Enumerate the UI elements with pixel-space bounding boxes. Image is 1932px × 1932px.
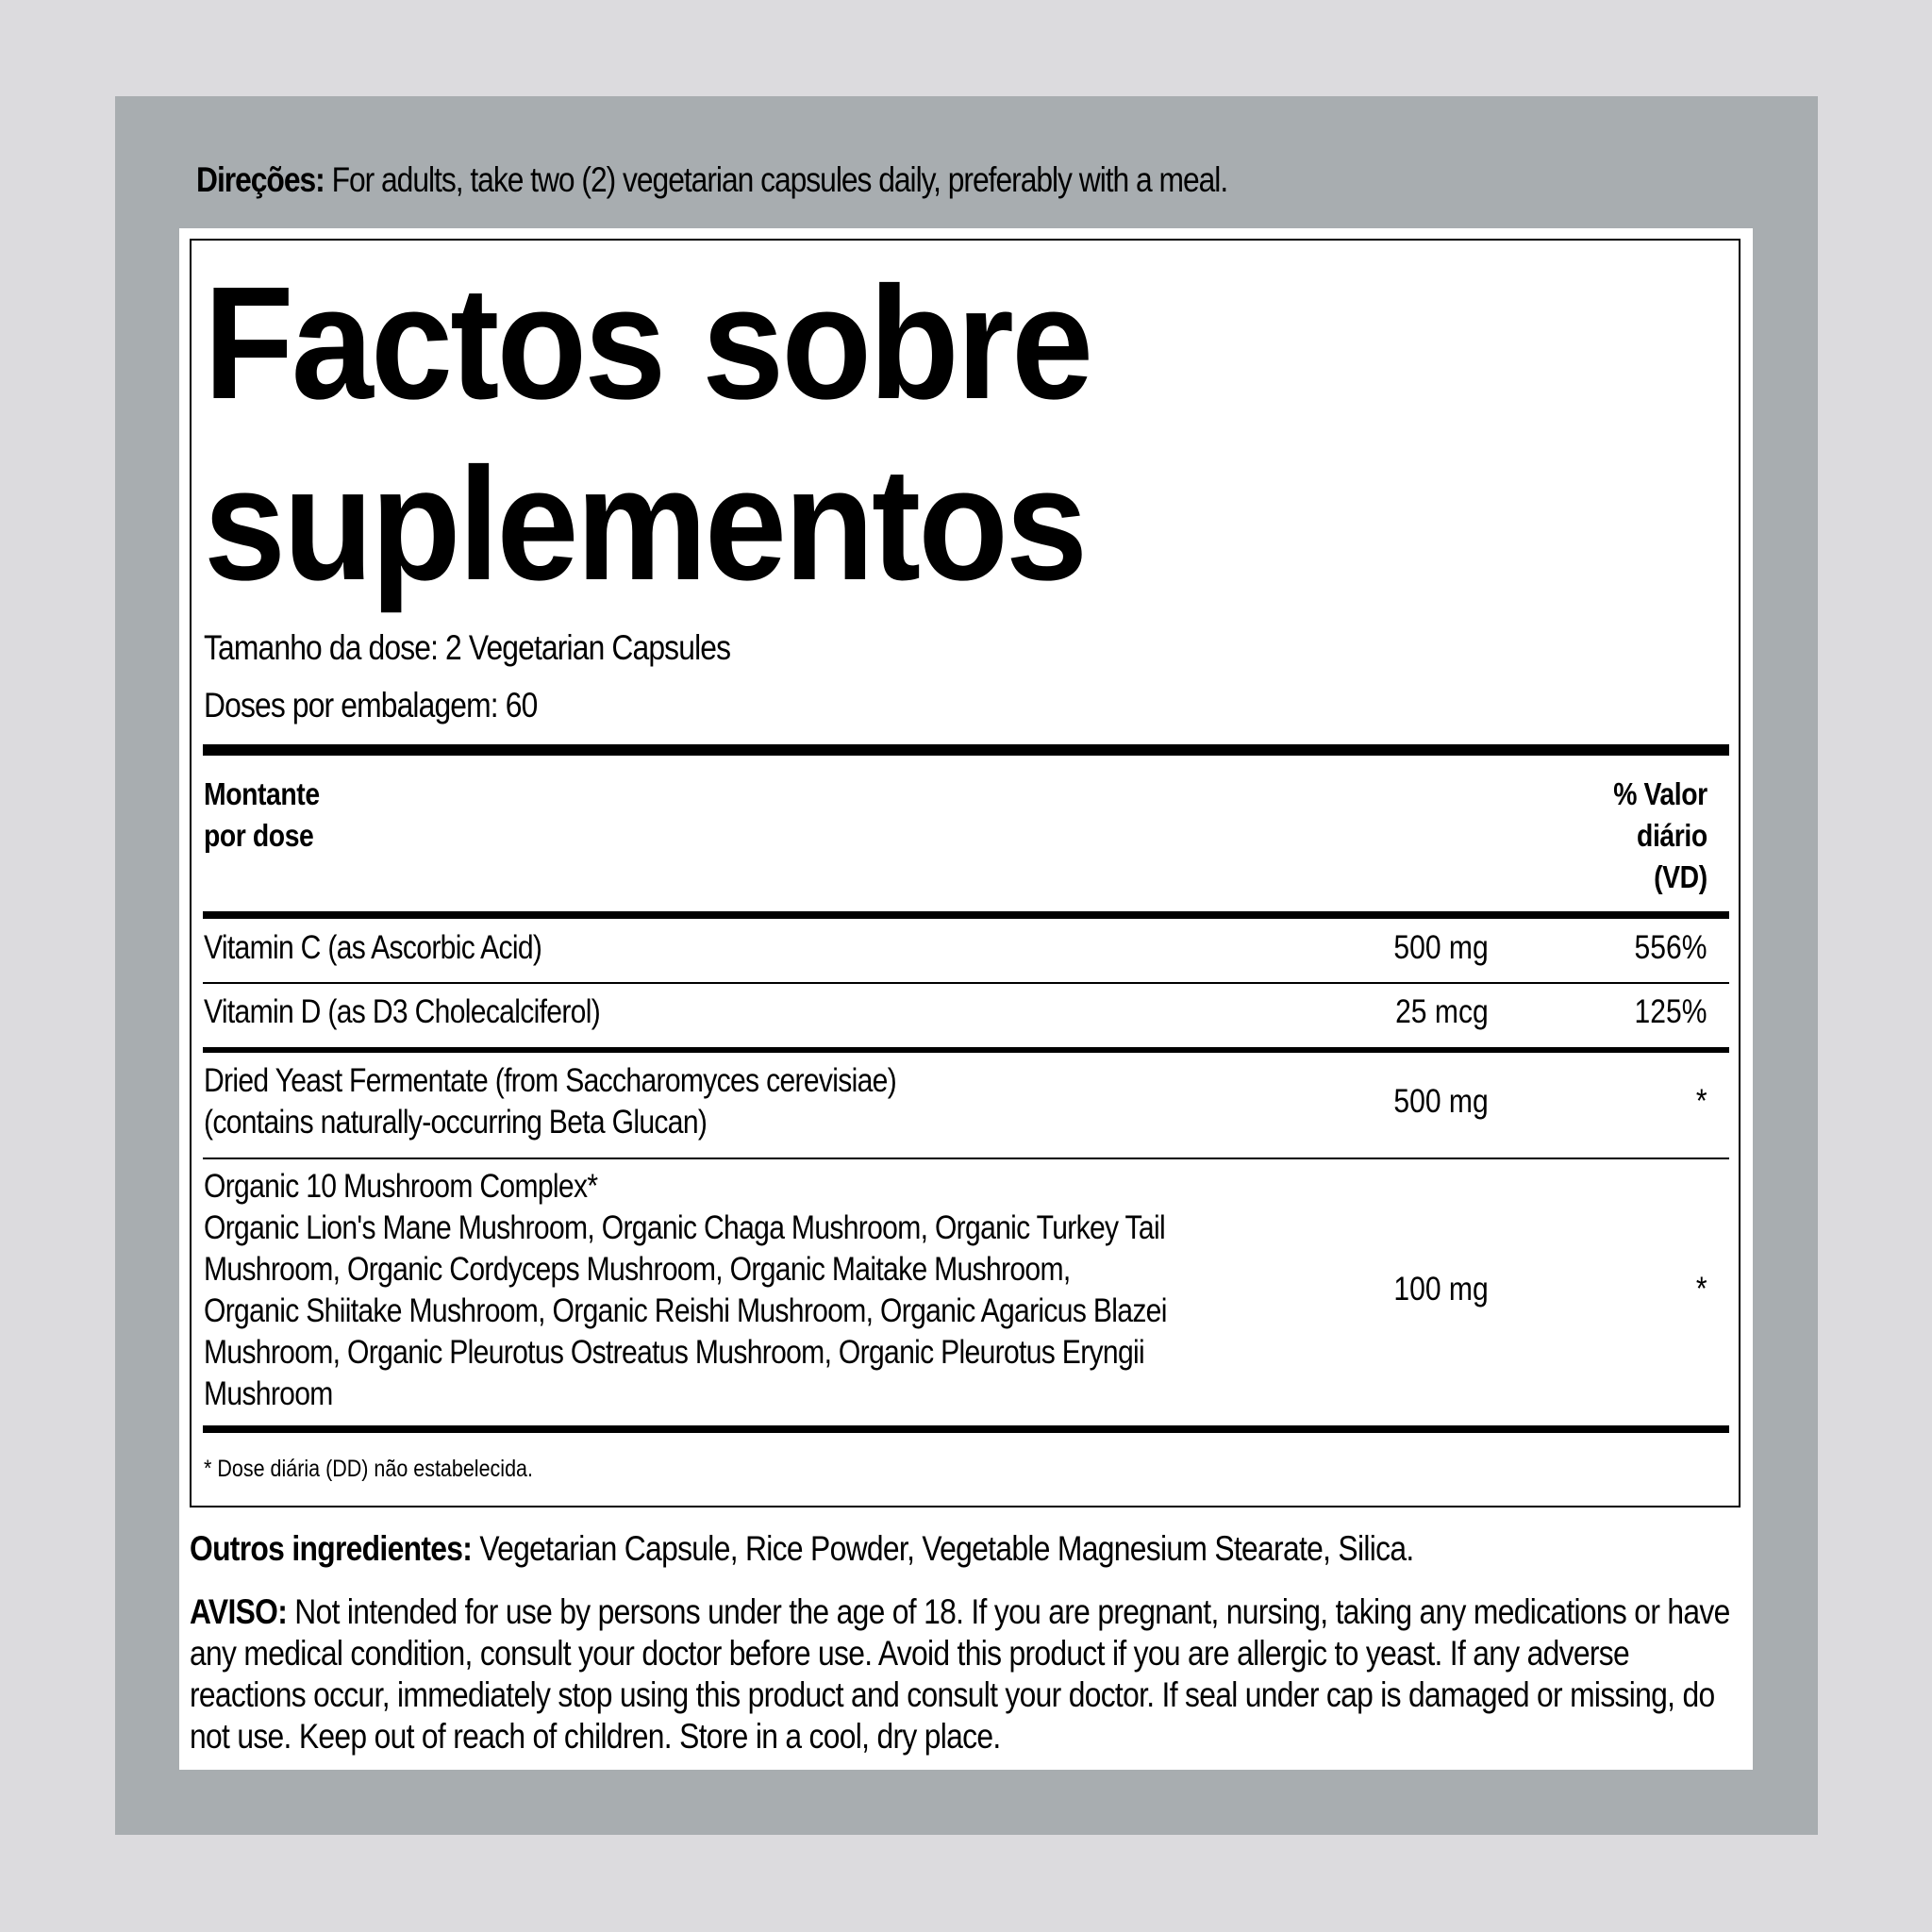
nutrient-name: Vitamin D (as D3 Cholecalciferol) xyxy=(204,993,601,1030)
warning-section xyxy=(190,1591,1772,1757)
daily-value-footnote: * Dose diária (DD) não estabelecida. xyxy=(204,1456,533,1482)
nutrient-name-line: Dried Yeast Fermentate (from Saccharomyces cerevisiae) xyxy=(204,1062,897,1099)
thick-divider xyxy=(203,744,1729,756)
warning-line: not use. Keep out of reach of children. Store in a cool, dry place. xyxy=(190,1717,1001,1756)
nutrient-row-mushroom-complex xyxy=(204,1166,1258,1415)
nutrient-name-line: (contains naturally-occurring Beta Glucan) xyxy=(204,1104,708,1141)
header-dv-line1: % Valor xyxy=(1613,776,1707,811)
row-divider xyxy=(203,982,1729,984)
nutrient-row-vitamin-c xyxy=(204,927,1258,969)
warning-line: Not intended for use by persons under the age of 18. If you are pregnant, nursing, taking any medications or have xyxy=(294,1592,1730,1631)
servings-per-container: Doses por embalagem: 60 xyxy=(204,686,538,724)
header-daily-value xyxy=(1613,774,1707,898)
nutrient-amount: 100 mg xyxy=(1393,1271,1489,1307)
warning-label: AVISO: xyxy=(190,1592,288,1631)
nutrient-daily-value: * xyxy=(1696,1271,1707,1307)
nutrient-amount: 500 mg xyxy=(1393,929,1489,966)
row-divider xyxy=(203,1158,1729,1159)
nutrient-name-line: Organic Lion's Mane Mushroom, Organic Chaga Mushroom, Organic Turkey Tail xyxy=(204,1209,1165,1246)
panel-title-line2: suplementos xyxy=(204,435,1086,614)
panel-title-line1: Factos sobre xyxy=(204,254,1091,433)
header-dv-line2: diário xyxy=(1637,818,1707,853)
nutrient-daily-value: 556% xyxy=(1635,929,1707,966)
nutrient-name-line: Mushroom, Organic Cordyceps Mushroom, Organic Maitake Mushroom, xyxy=(204,1251,1071,1288)
nutrient-daily-value: * xyxy=(1696,1083,1707,1120)
other-ingredients-text: Vegetarian Capsule, Rice Powder, Vegetable Magnesium Stearate, Silica. xyxy=(479,1529,1414,1568)
other-ingredients xyxy=(190,1528,1772,1570)
nutrient-name-line: Organic Shiitake Mushroom, Organic Reishi Mushroom, Organic Agaricus Blazei xyxy=(204,1292,1167,1329)
directions-body: For adults, take two (2) vegetarian capsules daily, preferably with a meal. xyxy=(331,160,1228,199)
nutrient-daily-value: 125% xyxy=(1635,993,1707,1030)
header-amount-line2: por dose xyxy=(204,818,314,853)
panel-title xyxy=(204,253,1332,615)
header-amount-per-serving xyxy=(204,774,320,857)
warning-line: any medical condition, consult your doctor before use. Avoid this product if you are allergic to yeast. If any adverse xyxy=(190,1634,1630,1673)
header-divider xyxy=(203,911,1729,919)
warning-line: reactions occur, immediately stop using this product and consult your doctor. If seal under cap is damaged or missing, do xyxy=(190,1675,1715,1714)
bottom-thick-divider xyxy=(203,1425,1729,1433)
serving-size: Tamanho da dose: 2 Vegetarian Capsules xyxy=(204,628,731,667)
nutrient-name-line: Organic 10 Mushroom Complex* xyxy=(204,1168,598,1205)
header-dv-line3: (VD) xyxy=(1654,859,1707,894)
section-divider xyxy=(203,1047,1729,1053)
header-amount-line1: Montante xyxy=(204,776,320,811)
nutrient-name: Vitamin C (as Ascorbic Acid) xyxy=(204,929,542,966)
nutrient-name-line: Mushroom, Organic Pleurotus Ostreatus Mushroom, Organic Pleurotus Eryngii xyxy=(204,1334,1145,1371)
nutrient-amount: 500 mg xyxy=(1393,1083,1489,1120)
nutrient-row-vitamin-d xyxy=(204,991,1258,1033)
nutrient-name-line: Mushroom xyxy=(204,1375,333,1412)
directions-label: Direções: xyxy=(196,160,325,199)
nutrient-row-yeast-fermentate xyxy=(204,1060,1258,1143)
nutrient-amount: 25 mcg xyxy=(1395,993,1489,1030)
other-ingredients-label: Outros ingredientes: xyxy=(190,1529,473,1568)
directions-text xyxy=(196,157,1575,204)
